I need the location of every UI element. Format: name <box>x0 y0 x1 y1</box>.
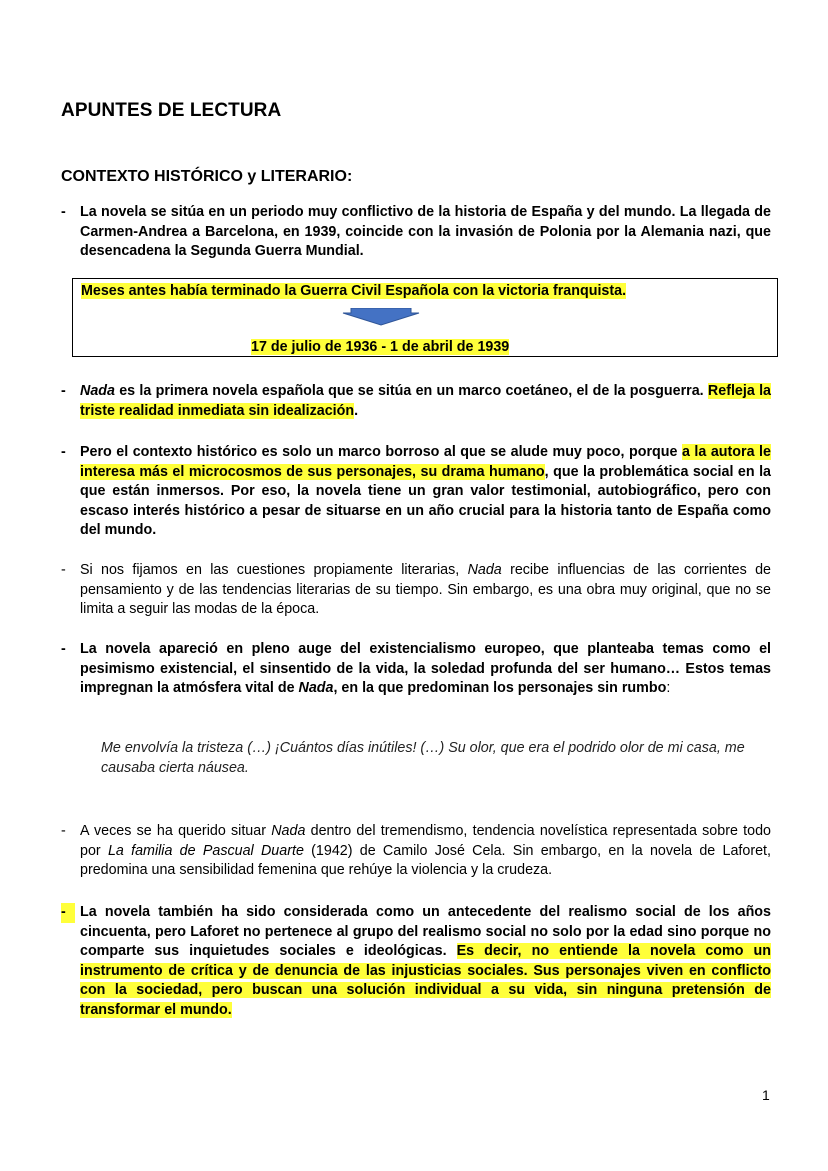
bullet-paragraph-2 <box>61 382 771 421</box>
bullet-paragraph-5 <box>61 640 771 699</box>
box-line-war-ended: Meses antes había terminado la Guerra Civil Española con la victoria franquista. <box>81 283 627 299</box>
novel-quote: Me envolvía la tristeza (…) ¡Cuántos días inútiles! (…) Su olor, que era el podrido olor de mi casa, me causaba cierta náusea. <box>101 740 745 776</box>
bullet-dash: - <box>61 823 66 839</box>
bullet-dash: - <box>61 383 66 399</box>
box-line-dates: 17 de julio de 1936 - 1 de abril de 1939 <box>251 339 510 355</box>
bullet-paragraph-6 <box>61 822 771 881</box>
work-title-nada: Nada <box>298 680 334 696</box>
highlighted-text: Refleja la triste realidad inmediata sin idealización <box>80 383 771 419</box>
highlighted-text: Es decir, no entiende la novela como un instrumento de crítica y de denuncia de las injusticias sociales. Sus personajes viven en conflicto con la sociedad, pero buscan una solución individual a su vida, sin ninguna pretensión de transformar el mundo. <box>80 943 771 1018</box>
paragraph-text: Pero el contexto histórico es solo un marco borroso al que se alude muy poco, porque a la autora le interesa más el microcosmos de sus personajes, su drama humano, que la problemática social en la que están inmersos. Por eso, la novela tiene un gran valor testimonial, autobiográfico, pero con escaso interés histórico a pesar de situarse en un año crucial para la historia tanto de España como del mundo. <box>80 444 771 538</box>
section-heading: CONTEXTO HISTÓRICO y LITERARIO: <box>61 168 353 185</box>
bullet-paragraph-1 <box>61 203 771 262</box>
paragraph-text: Nada es la primera novela española que se sitúa en un marco coetáneo, el de la posguerra. Refleja la triste realidad inmediata sin idealización. <box>80 383 771 419</box>
bullet-dash: - <box>61 903 75 923</box>
work-title-nada: Nada <box>467 562 502 578</box>
bullet-dash: - <box>61 204 66 220</box>
work-title-nada: Nada <box>271 823 306 839</box>
paragraph-text: La novela también ha sido considerada como un antecedente del realismo social de los años cincuenta, pero Laforet no pertenece al grupo del realismo social no solo por la edad sino porque no comparte sus inquietudes sociales e ideológicas. Es decir, no entiende la novela como un instrumento de crítica y de denuncia de las injusticias sociales. Sus personajes viven en conflicto con la sociedad, pero buscan una solución individual a su vida, sin ninguna pretensión de transformar el mundo. <box>80 904 771 1018</box>
bullet-paragraph-3 <box>61 443 771 541</box>
paragraph-text: A veces se ha querido situar Nada dentro del tremendismo, tendencia novelística representada sobre todo por La familia de Pascual Duarte (1942) de Camilo José Cela. Sin embargo, en la novela de Laforet, predomina una sensibilidad femenina que rehúye la violencia y la crudeza. <box>80 823 772 878</box>
work-title-nada: Nada <box>80 383 115 399</box>
bullet-dash: - <box>61 562 66 578</box>
civil-war-box <box>72 278 778 357</box>
highlighted-text: a la autora le interesa más el microcosmos de sus personajes, su drama humano <box>80 444 771 480</box>
bullet-paragraph-7 <box>61 903 771 1020</box>
bullet-dash: - <box>61 641 66 657</box>
bullet-paragraph-4 <box>61 561 771 620</box>
work-title-pascual-duarte: La familia de Pascual Duarte <box>107 842 304 859</box>
bullet-dash: - <box>61 444 66 460</box>
paragraph-text: Si nos fijamos en las cuestiones propiamente literarias, Nada recibe influencias de las corrientes de pensamiento y de las tendencias literarias de su tiempo. Sin embargo, es una obra muy original, que no se limita a seguir las modas de la época. <box>80 562 771 617</box>
page-number: 1 <box>762 1087 770 1103</box>
paragraph-text: La novela apareció en pleno auge del existencialismo europeo, que planteaba temas como el pesimismo existencial, el sinsentido de la vida, la soledad profunda del ser humano… Estos temas impregnan la atmósfera vital de Nada, en la que predominan los personajes sin rumbo: <box>80 641 771 696</box>
down-arrow-icon <box>341 308 421 326</box>
paragraph-text: La novela se sitúa en un periodo muy conflictivo de la historia de España y del mundo. La llegada de Carmen-Andrea a Barcelona, en 1939, coincide con la invasión de Polonia por la Alemania nazi, que desencadena la Segunda Guerra Mundial. <box>80 204 771 259</box>
page-title: APUNTES DE LECTURA <box>61 100 282 121</box>
